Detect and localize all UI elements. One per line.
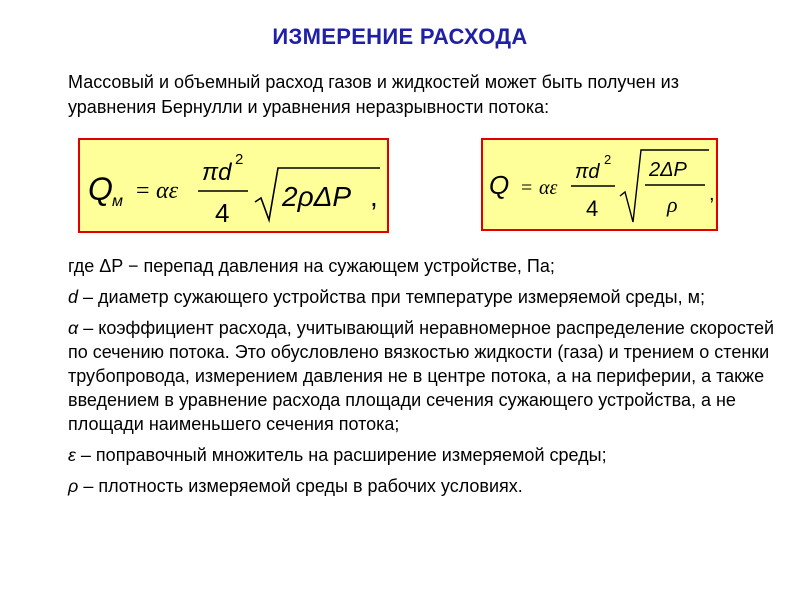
formula1-eq: = bbox=[136, 178, 150, 204]
formula1-lhs: Q bbox=[88, 171, 113, 207]
formula2-rad-num: 2ΔP bbox=[649, 159, 687, 181]
formula1-coef: αε bbox=[156, 178, 179, 204]
formula1-den: 4 bbox=[215, 198, 230, 228]
intro-text: Массовый и объемный расход газов и жидкостей может быть получен из уравнения Бернулли и уравнения неразрывности потока: bbox=[68, 72, 679, 117]
formula2-num: πd bbox=[575, 161, 600, 183]
definition-delta-p bbox=[68, 254, 778, 278]
formula2-rad-den: ρ bbox=[667, 192, 678, 217]
formula1-num: πd bbox=[202, 159, 232, 186]
formula1-comma: , bbox=[370, 181, 378, 212]
definition-epsilon bbox=[68, 443, 778, 467]
formula2-coef: αε bbox=[539, 177, 558, 199]
definition-text: – диаметр сужающего устройства при температуре измеряемой среды, м; bbox=[78, 287, 705, 307]
definition-symbol: где ΔP bbox=[68, 256, 123, 276]
definition-symbol: d bbox=[68, 287, 79, 307]
formula2-comma: , bbox=[709, 183, 715, 205]
formula1-num-exp: 2 bbox=[235, 151, 244, 168]
definition-d bbox=[68, 285, 778, 309]
formula2-den: 4 bbox=[586, 196, 599, 221]
definition-symbol: α bbox=[68, 318, 79, 338]
page-title: ИЗМЕРЕНИЕ РАСХОДА bbox=[272, 24, 528, 49]
definition-symbol: ε bbox=[68, 445, 76, 465]
formula2-lhs: Q bbox=[489, 170, 510, 200]
definition-symbol: ρ bbox=[68, 476, 79, 496]
volume-flow-formula-graphic bbox=[483, 140, 720, 233]
formula2-num-exp: 2 bbox=[604, 152, 612, 167]
definition-rho bbox=[68, 474, 778, 498]
definition-text: – плотность измеряемой среды в рабочих условиях. bbox=[78, 476, 523, 496]
formula2-eq: = bbox=[521, 177, 533, 199]
mass-flow-formula bbox=[78, 138, 389, 233]
definition-text: – коэффициент расхода, учитывающий неравномерное распределение скоростей по сечению потока. Это обусловлено вязкостью жидкости (газа) и трением о стенки трубопровода, измерением давления не в центре потока, а на периферии, а также введением в уравнение расхода площади сечения сужающего устройства, а не площади наименьшего сечения потока; bbox=[68, 318, 775, 434]
formula1-radicand: 2ρΔP bbox=[282, 181, 352, 212]
definition-text: – поправочный множитель на расширение измеряемой среды; bbox=[75, 445, 607, 465]
definition-alpha bbox=[68, 316, 778, 436]
mass-flow-formula-graphic bbox=[80, 140, 391, 235]
volume-flow-formula bbox=[481, 138, 718, 231]
formula1-lhs-sub: м bbox=[112, 193, 123, 210]
definition-text: − перепад давления на сужающем устройстве, Па; bbox=[122, 256, 555, 276]
definitions-list bbox=[68, 254, 778, 505]
